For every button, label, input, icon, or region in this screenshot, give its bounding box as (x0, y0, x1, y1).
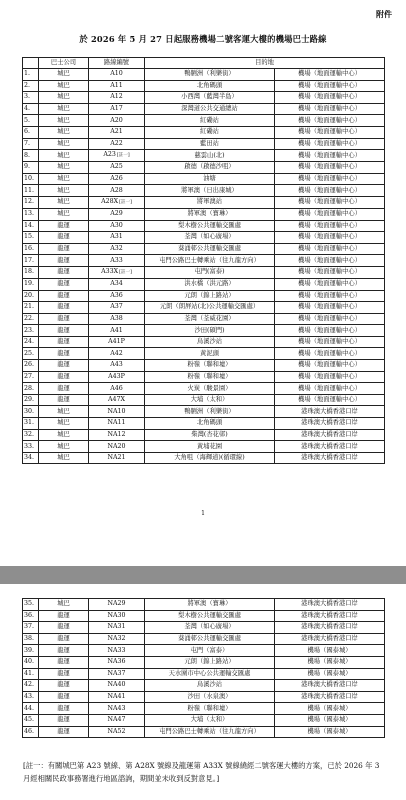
row-number: 14. (23, 220, 39, 232)
row-number: 21. (23, 302, 39, 314)
row-origin: 烏溪沙站 (145, 680, 275, 692)
row-route: A47X (89, 394, 145, 406)
row-destination: 機場（地面運輸中心） (275, 126, 385, 138)
row-number: 3. (23, 92, 39, 104)
row-number: 42. (23, 680, 39, 692)
table-row (23, 243, 385, 255)
row-company: 龍運 (39, 243, 89, 255)
row-destination: 港珠澳大橋香港口岸 (275, 610, 385, 622)
row-number: 13. (23, 208, 39, 220)
row-company: 城巴 (39, 103, 89, 115)
row-destination: 機場（地面運輸中心） (275, 290, 385, 302)
row-origin: 屯門公路巴士轉乘站（往九龍方向） (145, 726, 275, 738)
row-destination: 機場（國泰城） (275, 668, 385, 680)
row-number: 31. (23, 418, 39, 430)
row-destination: 機場（地面運輸中心） (275, 80, 385, 92)
row-origin: 黃泥頭 (145, 348, 275, 360)
table-row (23, 208, 385, 220)
row-number: 6. (23, 126, 39, 138)
row-company: 龍運 (39, 383, 89, 395)
row-number: 4. (23, 103, 39, 115)
row-route: A41P (89, 336, 145, 348)
row-route: NA37 (89, 668, 145, 680)
table-row (23, 313, 385, 325)
table-row (23, 622, 385, 634)
document-title: 於 2026 年 5 月 27 日起服務機場二號客運大樓的機場巴士路線 (79, 34, 327, 44)
row-origin: 鴨脷洲（利樂街） (145, 69, 275, 81)
row-origin: 黃埔花園 (145, 441, 275, 453)
row-route: NA30 (89, 610, 145, 622)
table-row (23, 290, 385, 302)
row-origin: 啟德（啟德沙咀） (145, 162, 275, 174)
table-row (23, 645, 385, 657)
table-row (23, 220, 385, 232)
row-number: 12. (23, 196, 39, 208)
row-origin: 粉嶺（聯和墟） (145, 360, 275, 372)
row-destination: 機場（地面運輸中心） (275, 115, 385, 127)
row-route: A12 (89, 92, 145, 104)
row-route: NA36 (89, 656, 145, 668)
row-destination: 機場（地面運輸中心） (275, 92, 385, 104)
row-route: A33 (89, 255, 145, 267)
row-number: 19. (23, 278, 39, 290)
row-route: NA33 (89, 645, 145, 657)
row-route: A29 (89, 208, 145, 220)
row-number: 36. (23, 610, 39, 622)
row-destination: 機場（地面運輸中心） (275, 313, 385, 325)
table-row (23, 668, 385, 680)
row-origin: 梨木樹公共運輸交匯處 (145, 220, 275, 232)
row-route: NA10 (89, 406, 145, 418)
row-route: A38 (89, 313, 145, 325)
row-company: 城巴 (39, 418, 89, 430)
route-footnote-marker: [註一] (116, 153, 130, 159)
row-number: 24. (23, 336, 39, 348)
row-destination: 港珠澳大橋香港口岸 (275, 452, 385, 464)
row-origin: 大埔（太和） (145, 394, 275, 406)
row-route: A25 (89, 162, 145, 174)
row-destination: 機場（地面運輸中心） (275, 69, 385, 81)
table-row (23, 92, 385, 104)
row-route: NA47 (89, 714, 145, 726)
row-route: A31 (89, 232, 145, 244)
row-company: 城巴 (39, 126, 89, 138)
row-destination: 機場（地面運輸中心） (275, 302, 385, 314)
row-origin: 元朗（錦上路站） (145, 656, 275, 668)
row-number: 9. (23, 162, 39, 174)
row-origin: 柴灣(杏花邨) (145, 429, 275, 441)
table-row (23, 599, 385, 611)
row-origin: 將軍澳（日出康城） (145, 185, 275, 197)
row-route: NA29 (89, 599, 145, 611)
table-row (23, 173, 385, 185)
row-company: 龍運 (39, 278, 89, 290)
table-row (23, 418, 385, 430)
table-row (23, 610, 385, 622)
row-destination: 機場（地面運輸中心） (275, 266, 385, 278)
row-origin: 洪水橋（洪元路） (145, 278, 275, 290)
row-number: 23. (23, 325, 39, 337)
row-route: NA11 (89, 418, 145, 430)
row-company: 城巴 (39, 92, 89, 104)
row-destination: 機場（國泰城） (275, 726, 385, 738)
row-company: 城巴 (39, 441, 89, 453)
row-destination: 機場（地面運輸中心） (275, 220, 385, 232)
row-destination: 機場（地面運輸中心） (275, 336, 385, 348)
row-number: 26. (23, 360, 39, 372)
table-row (23, 69, 385, 81)
row-company: 龍運 (39, 610, 89, 622)
row-route: A33X[註一] (89, 266, 145, 278)
row-company: 龍運 (39, 348, 89, 360)
route-footnote-marker: [註一] (119, 199, 132, 205)
row-route: A42 (89, 348, 145, 360)
table-row (23, 371, 385, 383)
row-number: 8. (23, 150, 39, 162)
page-separator (0, 566, 406, 584)
row-route: A43 (89, 360, 145, 372)
row-destination: 港珠澳大橋香港口岸 (275, 441, 385, 453)
row-origin: 油塘 (145, 173, 275, 185)
row-company: 龍運 (39, 290, 89, 302)
table-row (23, 103, 385, 115)
row-origin: 葵涌邨公共運輸交匯處 (145, 633, 275, 645)
row-origin: 梨木樹公共運輸交匯處 (145, 610, 275, 622)
row-origin: 荃灣（如心廣場） (145, 622, 275, 634)
table-row (23, 185, 385, 197)
table-row (23, 126, 385, 138)
table-row (23, 656, 385, 668)
row-route: A26 (89, 173, 145, 185)
header-destination: 目的地 (145, 58, 385, 69)
row-destination: 機場（地面運輸中心） (275, 325, 385, 337)
row-number: 44. (23, 703, 39, 715)
table-row (23, 691, 385, 703)
row-company: 城巴 (39, 138, 89, 150)
table-row (23, 278, 385, 290)
row-number: 10. (23, 173, 39, 185)
row-origin: 葵涌邨公共運輸交匯處 (145, 243, 275, 255)
row-company: 城巴 (39, 69, 89, 81)
header-no (23, 58, 39, 69)
row-destination: 機場（地面運輸中心） (275, 196, 385, 208)
row-origin: 大埔（太和） (145, 714, 275, 726)
row-destination: 機場（地面運輸中心） (275, 185, 385, 197)
row-route: NA32 (89, 633, 145, 645)
row-destination: 機場（地面運輸中心） (275, 103, 385, 115)
table-row (23, 150, 385, 162)
row-company: 城巴 (39, 150, 89, 162)
row-origin: 屯門公路巴士轉乘站（往九龍方向） (145, 255, 275, 267)
row-number: 43. (23, 691, 39, 703)
row-route: A11 (89, 80, 145, 92)
row-number: 20. (23, 290, 39, 302)
row-company: 龍運 (39, 371, 89, 383)
row-company: 城巴 (39, 208, 89, 220)
row-number: 7. (23, 138, 39, 150)
table-row (23, 325, 385, 337)
table-row (23, 441, 385, 453)
row-origin: 紅磡站 (145, 115, 275, 127)
row-origin: 粉嶺（聯和墟） (145, 371, 275, 383)
row-number: 32. (23, 429, 39, 441)
table-row (23, 266, 385, 278)
row-route: A23[註一] (89, 150, 145, 162)
table-row (23, 115, 385, 127)
row-number: 17. (23, 255, 39, 267)
row-company: 龍運 (39, 691, 89, 703)
table-row (23, 703, 385, 715)
row-company: 城巴 (39, 429, 89, 441)
row-number: 29. (23, 394, 39, 406)
table-row (23, 452, 385, 464)
header-route: 路線編號 (89, 58, 145, 69)
row-route: A36 (89, 290, 145, 302)
row-origin: 元朗（朗屏站(北)公共運輸交匯處） (145, 302, 275, 314)
row-origin: 沙田(碩門) (145, 325, 275, 337)
row-route: NA31 (89, 622, 145, 634)
row-number: 37. (23, 622, 39, 634)
table-row (23, 336, 385, 348)
row-company: 龍運 (39, 336, 89, 348)
row-destination: 港珠澳大橋香港口岸 (275, 691, 385, 703)
row-origin: 天水圍市中心公共運輸交匯處 (145, 668, 275, 680)
row-destination: 港珠澳大橋香港口岸 (275, 406, 385, 418)
row-origin: 藍田站 (145, 138, 275, 150)
row-company: 龍運 (39, 394, 89, 406)
row-number: 25. (23, 348, 39, 360)
row-company: 城巴 (39, 115, 89, 127)
row-destination: 機場（國泰城） (275, 656, 385, 668)
row-number: 22. (23, 313, 39, 325)
page-number: 1 (201, 510, 205, 517)
row-number: 27. (23, 371, 39, 383)
table-header-row (23, 58, 385, 69)
row-number: 30. (23, 406, 39, 418)
route-table-page-2 (22, 598, 385, 738)
table-row (23, 726, 385, 738)
row-origin: 粉嶺（聯和墟） (145, 703, 275, 715)
table-row (23, 394, 385, 406)
row-company: 城巴 (39, 173, 89, 185)
row-number: 46. (23, 726, 39, 738)
row-origin: 元朗（錦上路站） (145, 290, 275, 302)
row-origin: 屯門(富泰) (145, 266, 275, 278)
row-destination: 港珠澳大橋香港口岸 (275, 429, 385, 441)
row-destination: 機場（地面運輸中心） (275, 348, 385, 360)
header-company: 巴士公司 (39, 58, 89, 69)
row-origin: 北角碼頭 (145, 80, 275, 92)
row-number: 5. (23, 115, 39, 127)
table-row (23, 360, 385, 372)
row-route: NA41 (89, 691, 145, 703)
row-route: NA43 (89, 703, 145, 715)
row-origin: 荃灣（荃威花園） (145, 313, 275, 325)
row-destination: 港珠澳大橋香港口岸 (275, 680, 385, 692)
row-company: 龍運 (39, 232, 89, 244)
table-row (23, 162, 385, 174)
row-route: A20 (89, 115, 145, 127)
row-company: 龍運 (39, 703, 89, 715)
row-company: 龍運 (39, 622, 89, 634)
row-destination: 港珠澳大橋香港口岸 (275, 633, 385, 645)
row-destination: 機場（地面運輸中心） (275, 208, 385, 220)
row-route: NA21 (89, 452, 145, 464)
row-company: 龍運 (39, 220, 89, 232)
row-destination: 機場（國泰城） (275, 645, 385, 657)
row-destination: 機場（國泰城） (275, 703, 385, 715)
row-destination: 機場（地面運輸中心） (275, 371, 385, 383)
row-destination: 港珠澳大橋香港口岸 (275, 418, 385, 430)
row-number: 28. (23, 383, 39, 395)
row-origin: 將軍澳（寶琳） (145, 599, 275, 611)
row-company: 龍運 (39, 313, 89, 325)
row-number: 11. (23, 185, 39, 197)
row-origin: 屯門（富泰） (145, 645, 275, 657)
row-company: 龍運 (39, 255, 89, 267)
table-row (23, 383, 385, 395)
row-route: NA12 (89, 429, 145, 441)
row-destination: 機場（地面運輸中心） (275, 138, 385, 150)
row-company: 龍運 (39, 714, 89, 726)
row-company: 龍運 (39, 668, 89, 680)
table-row (23, 406, 385, 418)
row-number: 45. (23, 714, 39, 726)
row-company: 龍運 (39, 302, 89, 314)
row-destination: 機場（地面運輸中心） (275, 255, 385, 267)
row-route: NA40 (89, 680, 145, 692)
row-destination: 機場（地面運輸中心） (275, 278, 385, 290)
row-company: 龍運 (39, 656, 89, 668)
row-destination: 機場（地面運輸中心） (275, 162, 385, 174)
attachment-label: 附件 (376, 9, 392, 19)
row-number: 16. (23, 243, 39, 255)
row-origin: 慈雲山(北) (145, 150, 275, 162)
row-company: 龍運 (39, 360, 89, 372)
row-destination: 機場（地面運輸中心） (275, 383, 385, 395)
row-origin: 深灣道公共交通總站 (145, 103, 275, 115)
row-number: 38. (23, 633, 39, 645)
table-row (23, 232, 385, 244)
row-origin: 將軍澳（寶琳） (145, 208, 275, 220)
row-company: 龍運 (39, 680, 89, 692)
row-company: 龍運 (39, 633, 89, 645)
route-footnote-marker: [註一] (119, 269, 132, 275)
document-page-2 (0, 584, 406, 800)
row-route: A30 (89, 220, 145, 232)
row-company: 城巴 (39, 162, 89, 174)
table-row (23, 714, 385, 726)
row-number: 35. (23, 599, 39, 611)
row-route: A32 (89, 243, 145, 255)
row-origin: 鴨脷洲（利樂街） (145, 406, 275, 418)
row-destination: 機場（國泰城） (275, 714, 385, 726)
row-number: 2. (23, 80, 39, 92)
row-destination: 機場（地面運輸中心） (275, 232, 385, 244)
row-destination: 機場（地面運輸中心） (275, 243, 385, 255)
row-route: A21 (89, 126, 145, 138)
table-row (23, 302, 385, 314)
row-company: 龍運 (39, 645, 89, 657)
table-row (23, 633, 385, 645)
table-row (23, 138, 385, 150)
row-number: 18. (23, 266, 39, 278)
row-company: 龍運 (39, 726, 89, 738)
row-company: 龍運 (39, 325, 89, 337)
row-origin: 沙田（水泉澳） (145, 691, 275, 703)
row-route: A37 (89, 302, 145, 314)
row-route: A17 (89, 103, 145, 115)
row-number: 34. (23, 452, 39, 464)
row-company: 城巴 (39, 599, 89, 611)
row-origin: 烏溪沙站 (145, 336, 275, 348)
table-row (23, 80, 385, 92)
row-origin: 紅磡站 (145, 126, 275, 138)
row-origin: 火炭（駿景園） (145, 383, 275, 395)
row-destination: 機場（地面運輸中心） (275, 150, 385, 162)
row-route: A22 (89, 138, 145, 150)
row-company: 城巴 (39, 185, 89, 197)
row-origin: 北角碼頭 (145, 418, 275, 430)
table-row (23, 680, 385, 692)
table-row (23, 429, 385, 441)
row-number: 39. (23, 645, 39, 657)
row-destination: 機場（地面運輸中心） (275, 173, 385, 185)
table-row (23, 348, 385, 360)
row-origin: 荃灣（如心廣場） (145, 232, 275, 244)
table-row (23, 255, 385, 267)
footnote: [註一：有關城巴第 A23 號線、第 A28X 號線及龍運第 A33X 號線繞經二號客運大樓的方案，已於 2026 年 3 月經相關民政事務署進行地區諮詢，期間並未收到反對意見。] (23, 761, 380, 783)
row-route: A28X[註一] (89, 196, 145, 208)
table-row (23, 196, 385, 208)
row-route: A43P (89, 371, 145, 383)
row-company: 城巴 (39, 452, 89, 464)
row-company: 城巴 (39, 196, 89, 208)
row-company: 城巴 (39, 406, 89, 418)
row-destination: 港珠澳大橋香港口岸 (275, 622, 385, 634)
row-destination: 機場（地面運輸中心） (275, 394, 385, 406)
row-number: 33. (23, 441, 39, 453)
row-destination: 港珠澳大橋香港口岸 (275, 599, 385, 611)
row-company: 龍運 (39, 266, 89, 278)
row-number: 15. (23, 232, 39, 244)
row-number: 1. (23, 69, 39, 81)
row-route: A34 (89, 278, 145, 290)
route-table-page-1 (22, 57, 385, 464)
row-origin: 大角咀（海輝道)(循環線) (145, 452, 275, 464)
row-company: 城巴 (39, 80, 89, 92)
row-origin: 將軍澳站 (145, 196, 275, 208)
row-route: A46 (89, 383, 145, 395)
row-route: A28 (89, 185, 145, 197)
row-number: 40. (23, 656, 39, 668)
row-route: A41 (89, 325, 145, 337)
row-number: 41. (23, 668, 39, 680)
row-route: A10 (89, 69, 145, 81)
row-route: NA52 (89, 726, 145, 738)
row-route: NA20 (89, 441, 145, 453)
row-destination: 機場（地面運輸中心） (275, 360, 385, 372)
row-origin: 小西灣（藍灣半島） (145, 92, 275, 104)
